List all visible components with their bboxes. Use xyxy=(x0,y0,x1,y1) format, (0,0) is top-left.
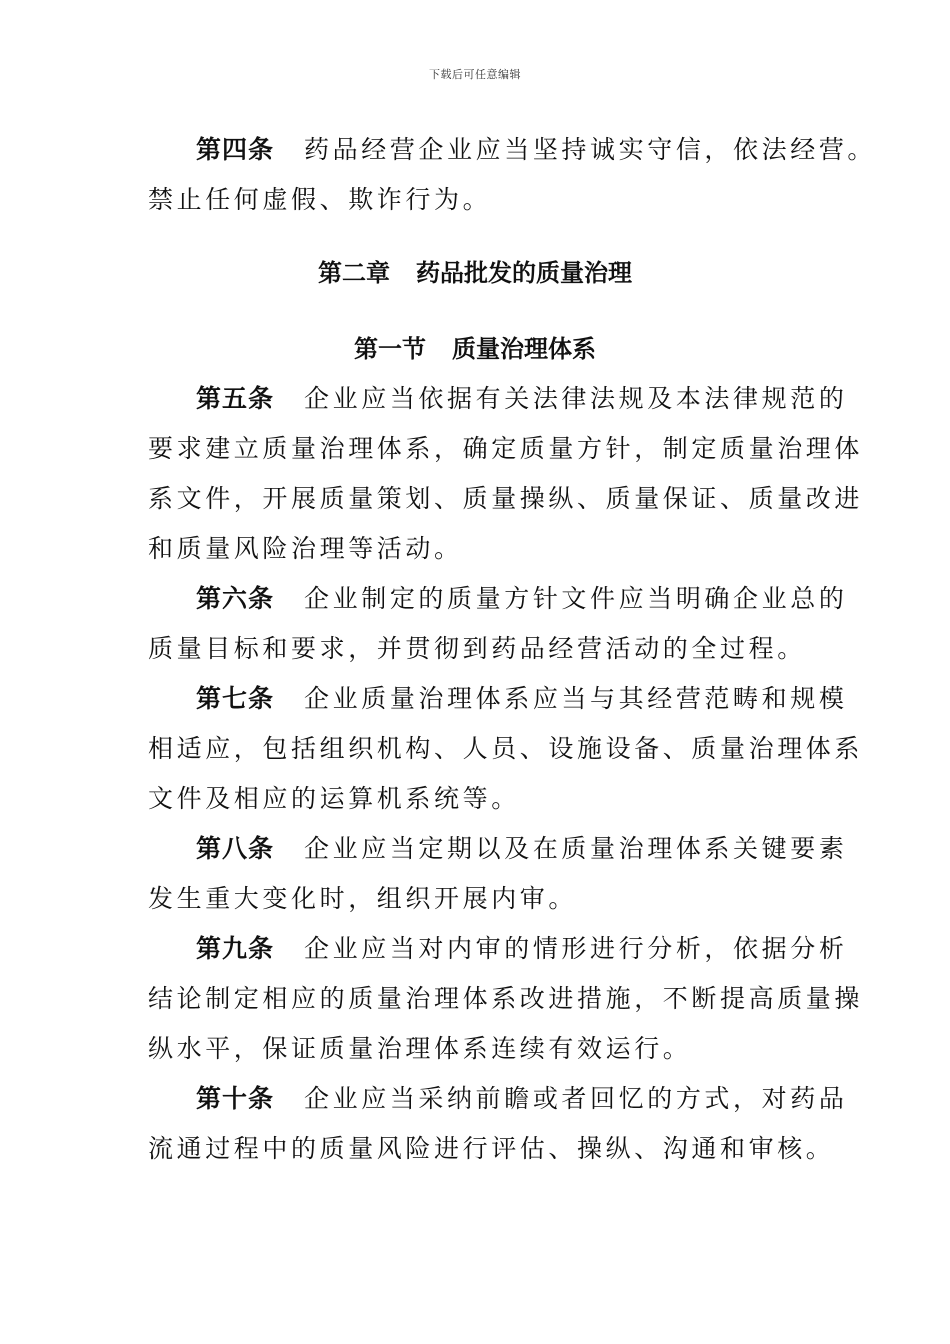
article-5-line-4: 和质量风险治理等活动。 xyxy=(148,534,463,563)
chapter-number: 第二章 xyxy=(318,259,390,287)
article-8-line-1 xyxy=(196,834,847,864)
article-4-line-1 xyxy=(196,135,876,165)
section-title: 质量治理体系 xyxy=(452,335,596,363)
article-5-line-2: 要求建立质量治理体系，确定质量方针，制定质量治理体 xyxy=(148,434,864,463)
article-7-text-1: 企业质量治理体系应当与其经营范畴和规模 xyxy=(304,684,848,713)
article-7-line-3: 文件及相应的运算机系统等。 xyxy=(148,784,520,813)
chapter-heading xyxy=(0,258,950,288)
article-4-line-2: 禁止任何虚假、欺诈行为。 xyxy=(148,185,492,214)
article-10-label: 第十条 xyxy=(196,1084,275,1113)
article-4-label: 第四条 xyxy=(196,135,275,164)
section-heading xyxy=(0,334,950,364)
article-9-line-1 xyxy=(196,934,847,964)
article-5-line-1 xyxy=(196,384,847,414)
article-8-label: 第八条 xyxy=(196,834,275,863)
article-7-line-1 xyxy=(196,684,847,714)
article-6-label: 第六条 xyxy=(196,584,275,613)
article-7-line-2: 相适应，包括组织机构、人员、设施设备、质量治理体系 xyxy=(148,734,864,763)
article-9-text-1: 企业应当对内审的情形进行分析，依据分析 xyxy=(304,934,848,963)
article-7-label: 第七条 xyxy=(196,684,275,713)
chapter-title: 药品批发的质量治理 xyxy=(416,259,632,287)
article-10-text-1: 企业应当采纳前瞻或者回忆的方式，对药品 xyxy=(304,1084,848,1113)
article-5-line-3: 系文件，开展质量策划、质量操纵、质量保证、质量改进 xyxy=(148,484,864,513)
article-4-text-1: 药品经营企业应当坚持诚实守信，依法经营。 xyxy=(304,135,877,164)
article-9-label: 第九条 xyxy=(196,934,275,963)
article-10-line-2: 流通过程中的质量风险进行评估、操纵、沟通和审核。 xyxy=(148,1134,835,1163)
article-6-text-1: 企业制定的质量方针文件应当明确企业总的 xyxy=(304,584,848,613)
page-header-note: 下载后可任意编辑 xyxy=(429,68,521,81)
article-5-label: 第五条 xyxy=(196,384,275,413)
article-6-line-2: 质量目标和要求，并贯彻到药品经营活动的全过程。 xyxy=(148,634,806,663)
article-8-line-2: 发生重大变化时，组织开展内审。 xyxy=(148,884,578,913)
article-8-text-1: 企业应当定期以及在质量治理体系关键要素 xyxy=(304,834,848,863)
article-5-text-1: 企业应当依据有关法律法规及本法律规范的 xyxy=(304,384,848,413)
article-6-line-1 xyxy=(196,584,847,614)
article-9-line-3: 纵水平，保证质量治理体系连续有效运行。 xyxy=(148,1034,692,1063)
article-10-line-1 xyxy=(196,1084,847,1114)
section-number: 第一节 xyxy=(354,335,426,363)
article-9-line-2: 结论制定相应的质量治理体系改进措施，不断提高质量操 xyxy=(148,984,864,1013)
